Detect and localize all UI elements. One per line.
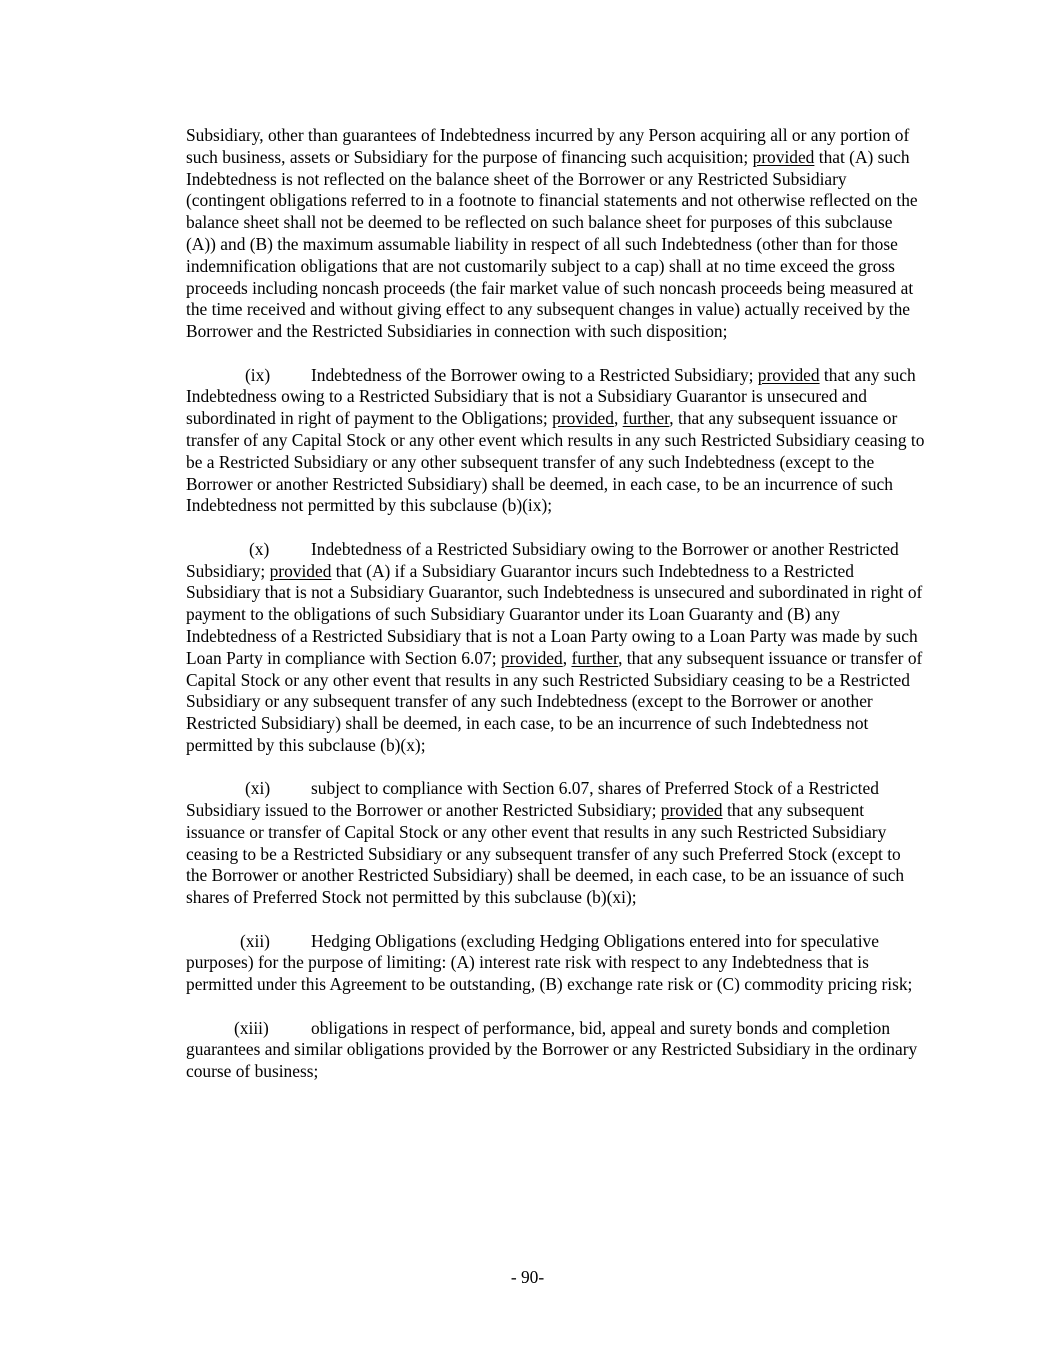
clause-x bbox=[186, 539, 926, 757]
clause-number: (xiii) bbox=[234, 1017, 269, 1038]
paragraph-text: that any such Indebtedness owing to a Restricted Subsidiary that is not a Subsidiary Guarantor is unsecured and subordinated in right of payment to the Obligations; bbox=[186, 364, 916, 429]
paragraph-text: Hedging Obligations (excluding Hedging Obligations entered into for speculative purposes) for the purpose of limiting: (A) interest rate risk with respect to any Indebtedness that is permitted under this Agreement to be outstanding, (B) exchange rate risk or (C) commodity pricing risk; bbox=[186, 930, 913, 995]
clause-number: (ix) bbox=[245, 364, 271, 385]
underlined-term: provided bbox=[757, 364, 820, 385]
underlined-term: provided bbox=[752, 146, 815, 167]
clause-ix bbox=[186, 365, 926, 518]
paragraph-text: , that any subsequent issuance or transfer of any Capital Stock or any other event which results in any such Restricted Subsidiary ceasing to be a Restricted Subsidiary or any other subsequent transfer of any such Indebtedness (except to the Borrower or another Restricted Subsidiary) shall be deemed, in each case, to be an incurrence of such Indebtedness not permitted by this subclause (b)(ix); bbox=[186, 408, 925, 516]
clause-xii bbox=[186, 931, 926, 996]
clause-number: (xi) bbox=[245, 778, 271, 799]
underlined-term: provided bbox=[269, 560, 332, 581]
paragraph-text: that (A) if a Subsidiary Guarantor incurs such Indebtedness to a Restricted Subsidiary that is not a Subsidiary Guarantor, such Indebtedness is unsecured and subordinated in right of payment to the obligations of such Subsidiary Guarantor under its Loan Guaranty and (B) any Indebtedness of a Restricted Subsidiary that is not a Loan Party owing to a Loan Party was made by such Loan Party in compliance with Section 6.07; bbox=[186, 560, 923, 668]
paragraph-text: Indebtedness of the Borrower owing to a Restricted Subsidiary; bbox=[311, 364, 758, 385]
paragraph-text: Subsidiary, other than guarantees of Indebtedness incurred by any Person acquiring all or any portion of such business, assets or Subsidiary for the purpose of financing such acquisition; bbox=[186, 125, 910, 167]
underlined-term: provided bbox=[500, 647, 563, 668]
clause-number: (x) bbox=[249, 538, 270, 559]
underlined-term: provided bbox=[552, 408, 614, 429]
underlined-term: further bbox=[571, 647, 619, 668]
paragraph-text: , that any subsequent issuance or transfer of Capital Stock or any other event that results in any such Restricted Subsidiary ceasing to be a Restricted Subsidiary or any subsequent transfer of any such Indebtedness (except to the Borrower or another Restricted Subsidiary) shall be deemed, in each case, to be an incurrence of such Indebtedness not permitted by this subclause (b)(x); bbox=[186, 647, 923, 755]
paragraph-text: subject to compliance with Section 6.07, shares of Preferred Stock of a Restricted Subsidiary issued to the Borrower or another Restricted Subsidiary; bbox=[186, 778, 879, 821]
underlined-term: further bbox=[622, 408, 670, 429]
paragraph-text: that any subsequent issuance or transfer of Capital Stock or any other event that results in any such Restricted Subsidiary ceasing to be a Restricted Subsidiary or any subsequent transfer of any such Preferred Stock (except to the Borrower or another Restricted Subsidiary) shall be deemed, in each case, to be an issuance of such shares of Preferred Stock not permitted by this subclause (b)(xi); bbox=[186, 800, 905, 908]
clause-xiii bbox=[186, 1018, 926, 1083]
underlined-term: provided bbox=[660, 800, 723, 821]
document-body bbox=[186, 125, 926, 1083]
page-number: - 90- bbox=[510, 1267, 545, 1287]
clause-number: (xii) bbox=[240, 930, 270, 951]
paragraph-text: obligations in respect of performance, bid, appeal and surety bonds and completion guarantees and similar obligations provided by the Borrower or any Restricted Subsidiary in the ordinary course of business; bbox=[186, 1017, 918, 1082]
clause-xi bbox=[186, 778, 926, 909]
paragraph-text: , bbox=[562, 647, 572, 668]
paragraph-text: Indebtedness of a Restricted Subsidiary owing to the Borrower or another Restricted Subsidiary; bbox=[186, 538, 899, 581]
continuation-paragraph bbox=[186, 125, 926, 343]
paragraph-text: , bbox=[613, 408, 623, 429]
paragraph-text: that (A) such Indebtedness is not reflected on the balance sheet of the Borrower or any Restricted Subsidiary (contingent obligations referred to in a footnote to financial statements and not otherwise reflected on the balance sheet shall not be deemed to be reflected on such balance sheet for purposes of this subclause (A)) and (B) the maximum assumable liability in respect of all such Indebtedness (other than for those indemnification obligations that are not customarily subject to a cap) shall at no time exceed the gross proceeds including noncash proceeds (the fair market value of such noncash proceeds being measured at the time received and without giving effect to any subsequent changes in value) actually received by the Borrower and the Restricted Subsidiaries in connection with such disposition; bbox=[186, 146, 918, 342]
